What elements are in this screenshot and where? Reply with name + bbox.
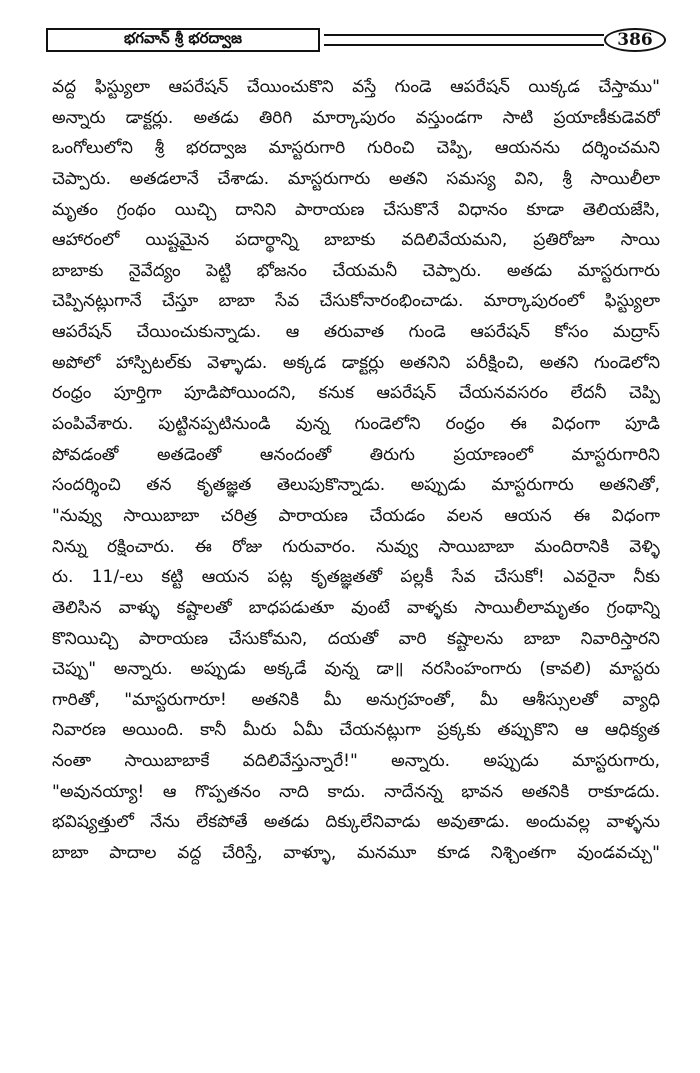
header-rule-top <box>324 34 604 36</box>
text-line: పంపివేశారు. పుట్టినప్పటినుండి వున్న గుండెలోని రంధ్రం ఈ విధంగా పూడి <box>52 414 660 435</box>
running-title: భగవాన్ శ్రీ భరద్వాజ <box>124 29 242 47</box>
text-line: మృతం గ్రంథం యిచ్చి దానిని పారాయణ చేసుకొనే విధానం కూడా తెలియజేసి, <box>52 199 660 220</box>
body-text <box>52 72 660 869</box>
text-line: నంతా సాయిబాబాకే వదిలివేస్తున్నారే!" అన్నారు. అప్పుడు మాస్టరుగారు, <box>52 751 660 772</box>
text-line: "అవునయ్యా! ఆ గొప్పతనం నాది కాదు. నాదేనన్న భావన అతనికి రాకూడదు. <box>52 781 660 802</box>
text-line: గారితో, "మాస్టరుగారూ! అతనికి మీ అనుగ్రహంతో, మీ ఆశీస్సులతో వ్యాధి <box>52 689 660 710</box>
text-line: బాబా పాదాల వద్ద చేరిస్తే, వాళ్ళూ, మనమూ కూడ నిశ్చింతగా వుండవచ్చు" <box>52 843 660 864</box>
text-line: పోవడంతో అతడెంతో ఆనందంతో తిరుగు ప్రయాణంలో మాస్టరుగారిని <box>52 444 660 465</box>
text-line: అపోలో హాస్పిటల్‌కు వెళ్ళాడు. అక్కడ డాక్టర్లు అతనిని పరీక్షించి, అతని గుండెలోని <box>52 352 660 373</box>
text-line: ఒంగోలులోని శ్రీ భరద్వాజ మాస్టరుగారి గురించి చెప్పి, ఆయనను దర్శించమని <box>52 138 660 159</box>
text-line: రంధ్రం పూర్తిగా పూడిపోయిందని, కనుక ఆపరేషన్ చేయనవసరం లేదనీ చెప్పి <box>52 383 660 404</box>
text-line: చెప్పినట్లుగానే చేస్తూ బాబా సేవ చేసుకోనారంభించాడు. మార్కాపురంలో ఫిస్ట్యులా <box>52 291 660 312</box>
text-line: చెప్పారు. అతడలానే చేశాడు. మాస్టరుగారు అతని సమస్య విని, శ్రీ సాయిలీలా <box>52 168 660 189</box>
page-header <box>46 28 663 54</box>
text-line: రు. 11/-లు కట్టి ఆయన పట్ల కృతజ్ఞతతో పల్లకీ సేవ చేసుకో! ఎవరైనా నీకు <box>52 567 660 588</box>
text-line: కొనియిచ్చి పారాయణ చేసుకోమని, దయతో వారి కష్టాలను బాబా నివారిస్తారని <box>52 628 660 649</box>
text-line: బాబాకు నైవేద్యం పెట్టి భోజనం చేయమనీ చెప్పారు. అతడు మాస్టరుగారు <box>52 260 660 281</box>
text-line: చెప్పు" అన్నారు. అప్పుడు అక్కడే వున్న డా॥ నరసింహంగారు (కావలి) మాస్టరు <box>52 659 660 680</box>
header-rule-bottom <box>324 44 604 46</box>
text-line: సందర్శించి తన కృతజ్ఞత తెలుపుకొన్నాడు. అప్పుడు మాస్టరుగారు అతనితో, <box>52 475 660 496</box>
text-line: నివారణ అయింది. కానీ మీరు ఏమీ చేయనట్లుగా ప్రక్కకు తప్పుకొని ఆ ఆధిక్యత <box>52 720 660 741</box>
text-line: ఆపరేషన్ చేయించుకున్నాడు. ఆ తరువాత గుండె ఆపరేషన్ కోసం మద్రాస్ <box>52 322 660 343</box>
text-line: వద్ద ఫిస్ట్యులా ఆపరేషన్ చేయించుకొని వస్తే గుండె ఆపరేషన్ యిక్కడ చేస్తాము" <box>52 77 660 97</box>
text-line: ఆహారంలో యిష్టమైన పదార్థాన్ని బాబాకు వదిలివేయమని, ప్రతిరోజూ సాయి <box>52 230 660 251</box>
text-line: అన్నారు డాక్టర్లు. అతడు తిరిగి మార్కాపురం వస్తుండగా సాటి ప్రయాణీకుడెవరో <box>52 107 660 128</box>
page-number: 386 <box>604 28 666 52</box>
text-line: తెలిసిన వాళ్ళు కష్టాలతో బాధపడుతూ వుంటే వాళ్ళకు సాయిలీలామృతం గ్రంథాన్ని <box>52 597 660 618</box>
text-line: భవిష్యత్తులో నేను లేకపోతే అతడు దిక్కులేనివాడు అవుతాడు. అందువల్ల వాళ్ళను <box>52 812 660 833</box>
text-line: "నువ్వు సాయిబాబా చరిత్ర పారాయణ చేయడం వలన ఆయన ఈ విధంగా <box>52 505 660 526</box>
text-line: నిన్ను రక్షించారు. ఈ రోజు గురువారం. నువ్వు సాయిబాబా మందిరానికి వెళ్ళి <box>52 536 660 557</box>
running-title-box <box>46 28 320 52</box>
